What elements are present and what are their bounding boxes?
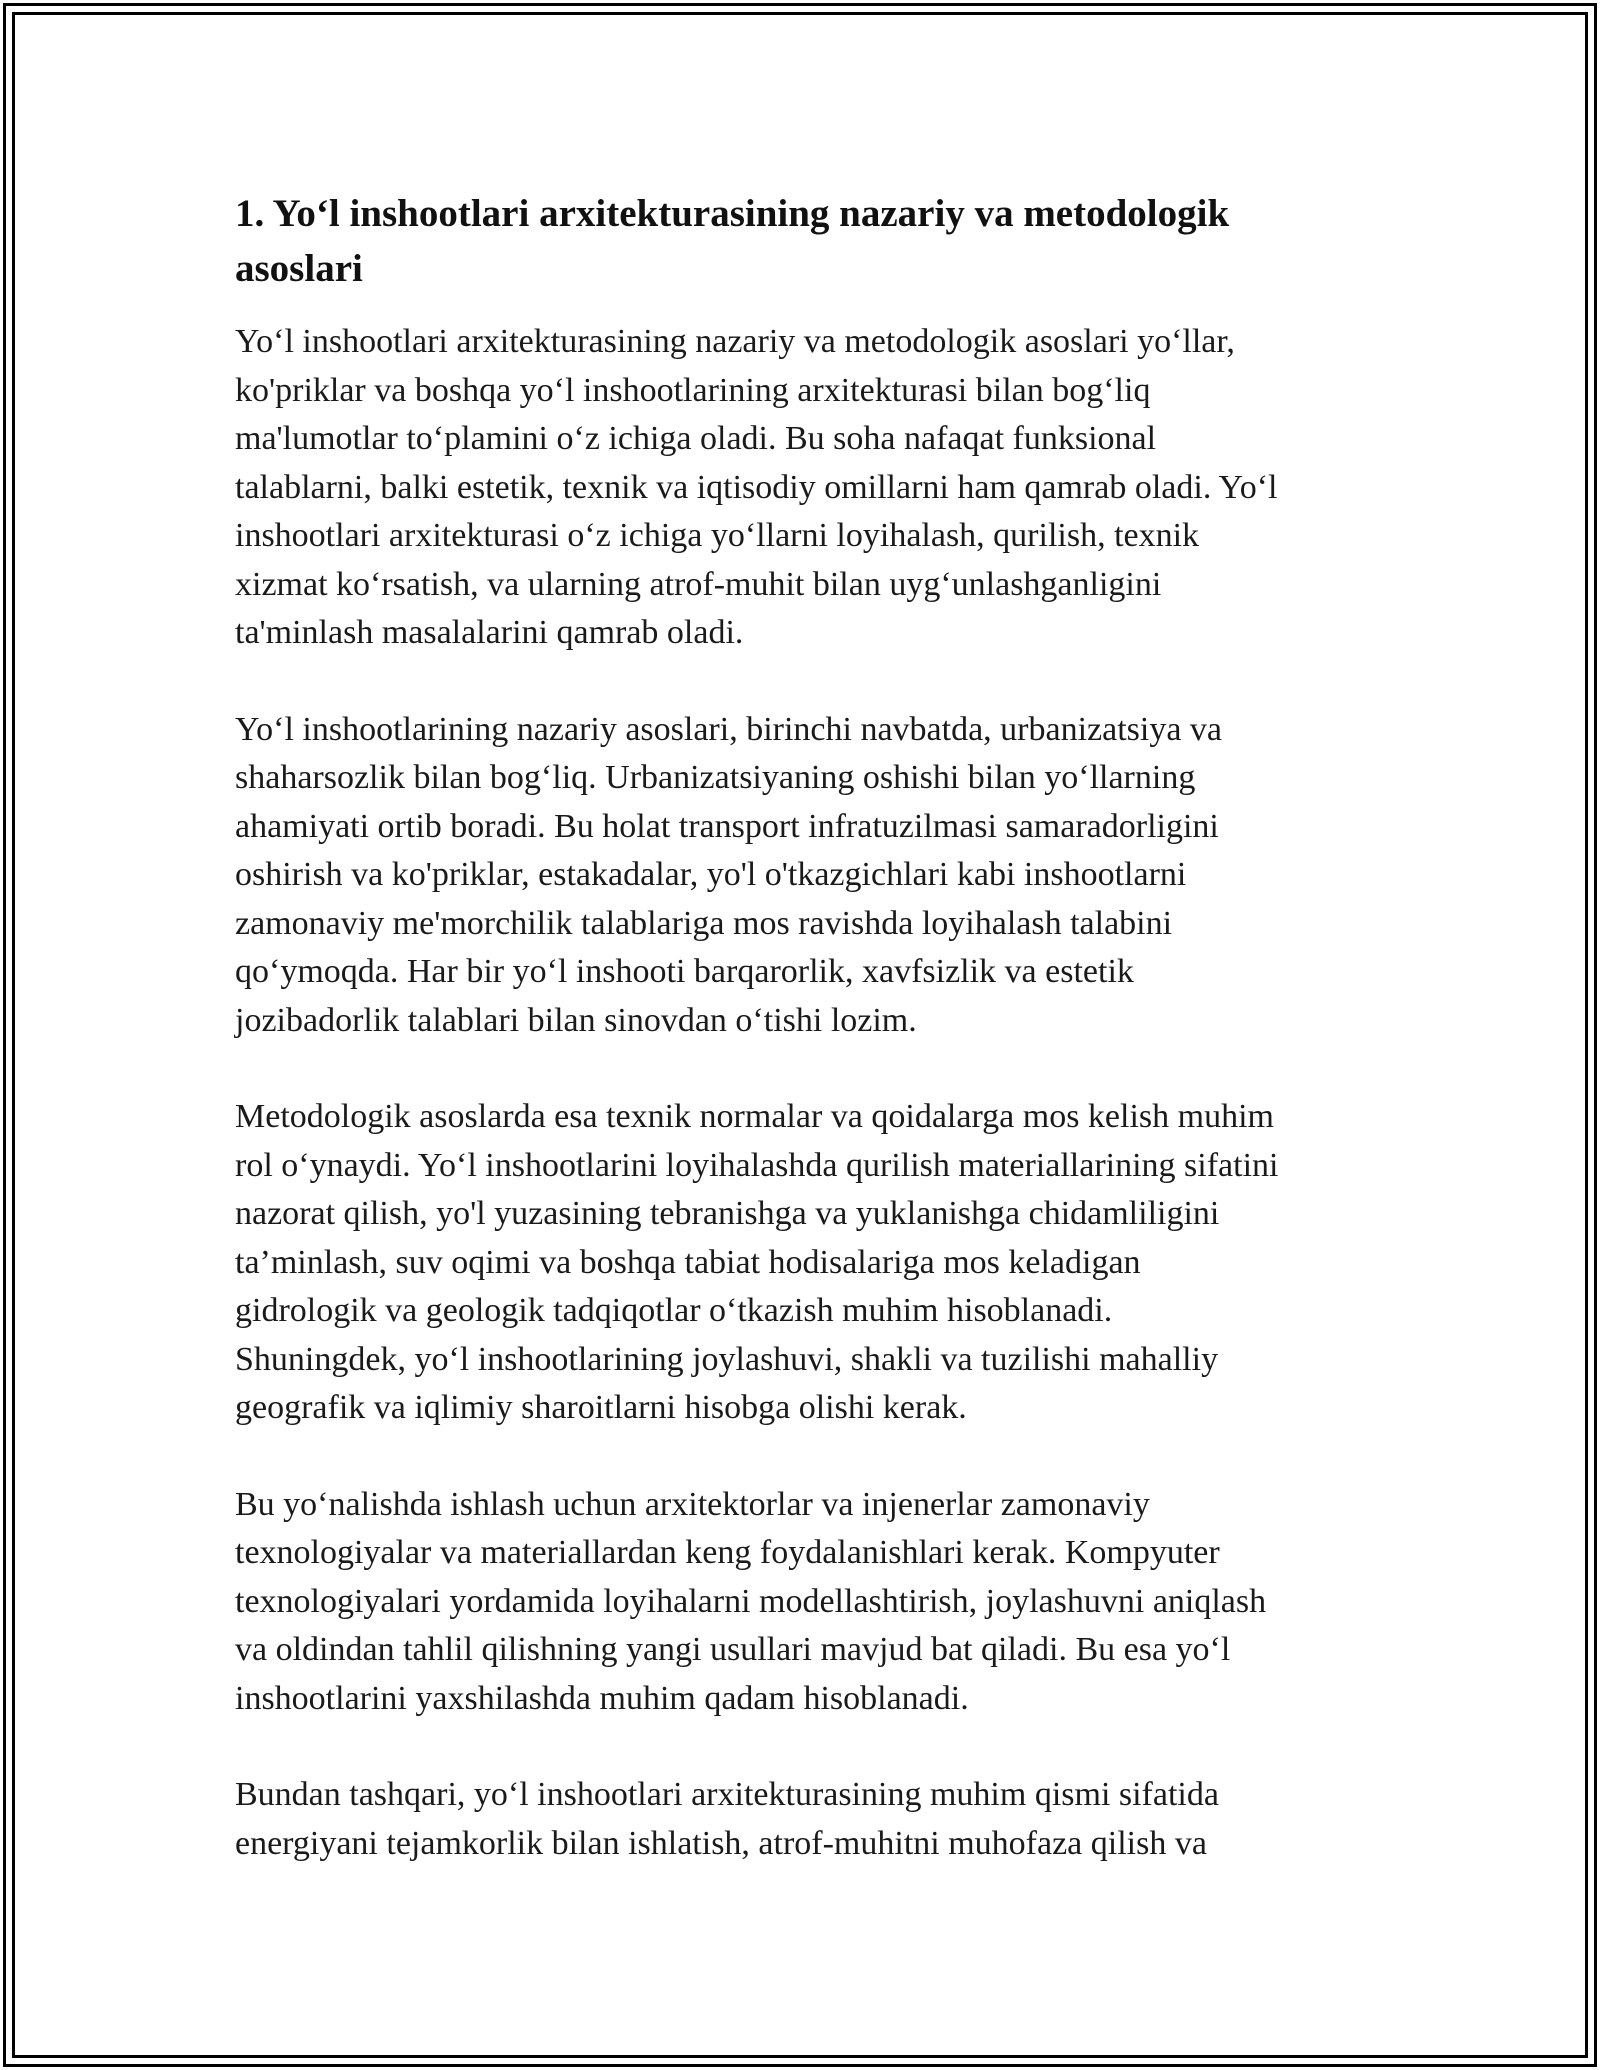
section-heading	[235, 186, 1375, 296]
text-line: nazorat qilish, yo'l yuzasining tebranishga va yuklanishga chidamliligini	[235, 1195, 1220, 1232]
text-line: ma'lumotlar to‘plamini o‘z ichiga oladi. Bu soha nafaqat funksional	[235, 420, 1157, 457]
text-line: jozibadorlik talablari bilan sinovdan o‘tishi lozim.	[235, 1001, 917, 1039]
text-line: rol o‘ynaydi. Yo‘l inshootlarini loyihalashda qurilish materiallarining sifatini	[235, 1146, 1279, 1184]
text-line: texnologiyalar va materiallardan keng foydalanishlari kerak. Kompyuter	[235, 1534, 1220, 1571]
paragraph-1	[235, 318, 1375, 658]
text-line: ta’minlash, suv oqimi va boshqa tabiat hodisalariga mos keladigan	[235, 1243, 1141, 1281]
text-line: Metodologik asoslarda esa texnik normalar va qoidalarga mos kelish muhim	[235, 1098, 1274, 1135]
text-line: Shuningdek, yo‘l inshootlarining joylashuvi, shakli va tuzilishi mahalliy	[235, 1340, 1219, 1378]
text-line: oshirish va ko'priklar, estakadalar, yo'l o'tkazgichlari kabi inshootlarni	[235, 856, 1187, 893]
heading-line: asoslari	[235, 247, 363, 290]
text-line: qo‘ymoqda. Har bir yo‘l inshooti barqarorlik, xavfsizlik va estetik	[235, 953, 1134, 990]
text-line: energiyani tejamkorlik bilan ishlatish, atrof-muhitni muhofaza qilish va	[235, 1824, 1207, 1862]
text-line: va oldindan tahlil qilishning yangi usullari mavjud bat qiladi. Bu esa yo‘l	[235, 1631, 1231, 1668]
text-line: ko'priklar va boshqa yo‘l inshootlarining arxitekturasi bilan bog‘liq	[235, 371, 1151, 409]
text-line: talablarni, balki estetik, texnik va iqtisodiy omillarni ham qamrab oladi. Yo‘l	[235, 468, 1278, 506]
paragraph-2	[235, 706, 1375, 1046]
text-line: ta'minlash masalalarini qamrab oladi.	[235, 614, 744, 651]
text-line: gidrologik va geologik tadqiqotlar o‘tkazish muhim hisoblanadi.	[235, 1292, 1113, 1329]
text-line: inshootlari arxitekturasi o‘z ichiga yo‘llarni loyihalash, qurilish, texnik	[235, 517, 1200, 554]
text-line: texnologiyalari yordamida loyihalarni modellashtirish, joylashuvni aniqlash	[235, 1582, 1267, 1620]
paragraph-4	[235, 1481, 1375, 1724]
text-line: Bundan tashqari, yo‘l inshootlari arxitekturasining muhim qismi sifatida	[235, 1776, 1219, 1813]
text-line: geografik va iqlimiy sharoitlarni hisobga olishi kerak.	[235, 1389, 967, 1426]
text-line: Yo‘l inshootlari arxitekturasining nazariy va metodologik asoslari yo‘llar,	[235, 323, 1235, 360]
text-line: Yo‘l inshootlarining nazariy asoslari, birinchi navbatda, urbanizatsiya va	[235, 710, 1223, 748]
text-line: shaharsozlik bilan bog‘liq. Urbanizatsiyaning oshishi bilan yo‘llarning	[235, 759, 1196, 796]
document-body	[235, 186, 1375, 1916]
text-line: zamonaviy me'morchilik talablariga mos ravishda loyihalash talabini	[235, 904, 1173, 942]
paragraph-5	[235, 1771, 1375, 1868]
text-line: ahamiyati ortib boradi. Bu holat transport infratuzilmasi samaradorligini	[235, 807, 1219, 845]
paragraph-3	[235, 1093, 1375, 1433]
text-line: Bu yo‘nalishda ishlash uchun arxitektorlar va injenerlar zamonaviy	[235, 1485, 1150, 1523]
heading-line: 1. Yo‘l inshootlari arxitekturasining nazariy va metodologik	[235, 192, 1230, 235]
text-line: xizmat ko‘rsatish, va ularning atrof-muhit bilan uyg‘unlashganligini	[235, 565, 1162, 603]
text-line: inshootlarini yaxshilashda muhim qadam hisoblanadi.	[235, 1679, 969, 1717]
